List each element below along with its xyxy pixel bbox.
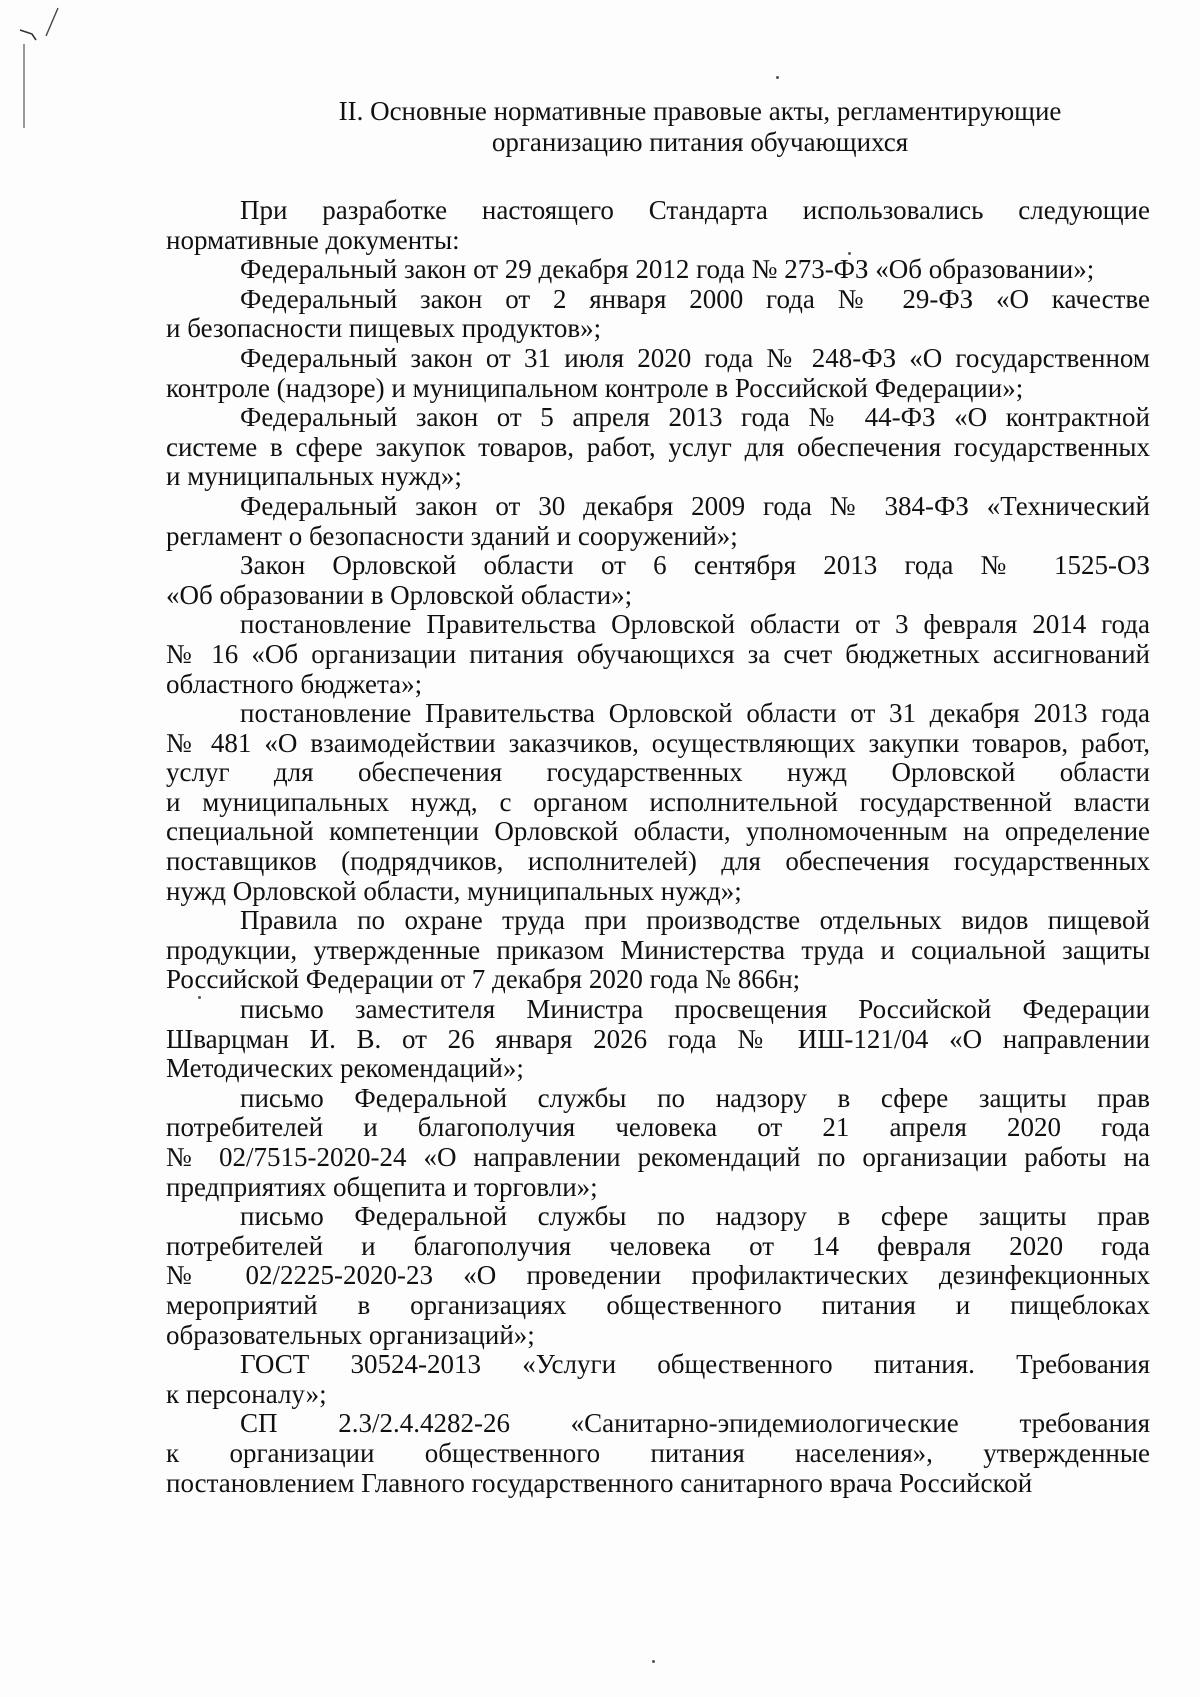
text-line: предприятиях общепита и торговли»; — [166, 1171, 598, 1202]
text-line: потребителей и благополучия человека от 14 февраля 2020 года — [166, 1230, 1150, 1261]
text-line: № 481 «О взаимодействии заказчиков, осуществляющих закупки товаров, работ, — [166, 727, 1150, 758]
text-line: Шварцман И. В. от 26 января 2026 года № ИШ-121/04 «О направлении — [166, 1023, 1150, 1054]
text-line: образовательных организаций»; — [166, 1319, 535, 1350]
paragraph — [166, 995, 1150, 1084]
text-line: областного бюджета»; — [166, 668, 423, 699]
paragraph — [166, 1202, 1150, 1350]
text-line: письмо заместителя Министра просвещения Российской Федерации — [240, 994, 1150, 1025]
text-line: постановлением Главного государственного санитарного врача Российской — [166, 1467, 1033, 1498]
text-line: и муниципальных нужд, с органом исполнительной государственной власти — [166, 786, 1150, 817]
text-line: № 16 «Об организации питания обучающихся за счет бюджетных ассигнований — [166, 638, 1150, 669]
text-line: № 02/2225-2020-23 «О проведении профилактических дезинфекционных — [166, 1260, 1150, 1291]
text-line: Правила по охране труда при производстве отдельных видов пищевой — [240, 905, 1150, 936]
paragraph — [166, 551, 1150, 610]
paragraph — [166, 1409, 1150, 1498]
scan-speck — [652, 1660, 655, 1663]
text-line: продукции, утвержденные приказом Министерства труда и социальной защиты — [166, 934, 1150, 965]
paragraph — [166, 906, 1150, 995]
paragraph — [166, 196, 1150, 255]
paragraph — [166, 403, 1150, 492]
paragraph — [166, 610, 1150, 699]
text-line: Методических рекомендаций»; — [166, 1053, 524, 1084]
text-line: нормативные документы: — [166, 224, 460, 255]
text-line: Федеральный закон от 2 января 2000 года № 29-ФЗ «О качестве — [240, 283, 1150, 314]
section-heading — [300, 96, 1100, 158]
text-line: «Об образовании в Орловской области»; — [166, 579, 633, 610]
text-line: к персоналу»; — [166, 1378, 327, 1409]
text-line: ГОСТ 30524-2013 «Услуги общественного питания. Требования — [240, 1349, 1150, 1380]
document-body — [166, 196, 1150, 1498]
paragraph — [166, 699, 1150, 906]
text-line: Федеральный закон от 30 декабря 2009 года № 384-ФЗ «Технический — [240, 490, 1150, 521]
text-line: контроле (надзоре) и муниципальном контроле в Российской Федерации»; — [166, 372, 1024, 403]
text-line: специальной компетенции Орловской области, уполномоченным на определение — [166, 816, 1150, 847]
scan-speck — [776, 76, 779, 79]
text-line: письмо Федеральной службы по надзору в сфере защиты прав — [240, 1082, 1150, 1113]
paragraph — [166, 285, 1150, 344]
text-line: и безопасности пищевых продуктов»; — [166, 313, 602, 344]
paragraph — [166, 492, 1150, 551]
text-line: системе в сфере закупок товаров, работ, услуг для обеспечения государственных — [166, 431, 1150, 462]
handwritten-mark — [18, 0, 78, 130]
text-line: № 02/7515-2020-24 «О направлении рекомендаций по организации работы на — [166, 1142, 1150, 1172]
text-line: регламент о безопасности зданий и сооружений»; — [166, 520, 738, 551]
text-line: постановление Правительства Орловской области от 3 февраля 2014 года — [240, 609, 1150, 640]
text-line: услуг для обеспечения государственных нужд Орловской области — [166, 757, 1150, 788]
text-line: Федеральный закон от 31 июля 2020 года № 248-ФЗ «О государственном — [240, 342, 1150, 373]
text-line: Федеральный закон от 29 декабря 2012 года № 273-ФЗ «Об образовании»; — [240, 254, 1095, 285]
text-line: и муниципальных нужд»; — [166, 461, 462, 492]
text-line: Федеральный закон от 5 апреля 2013 года № 44-ФЗ «О контрактной — [240, 402, 1150, 433]
heading-line: организацию питания обучающихся — [491, 127, 909, 157]
text-line: нужд Орловской области, муниципальных нужд»; — [166, 875, 742, 906]
paragraph — [166, 344, 1150, 403]
heading-line: II. Основные нормативные правовые акты, регламентирующие — [338, 96, 1062, 126]
paragraph — [166, 255, 1150, 285]
text-line: потребителей и благополучия человека от 21 апреля 2020 года — [166, 1112, 1150, 1143]
text-line: СП 2.3/2.4.4282-26 «Санитарно-эпидемиологические требования — [240, 1408, 1150, 1439]
text-line: письмо Федеральной службы по надзору в сфере защиты прав — [240, 1201, 1150, 1232]
text-line: поставщиков (подрядчиков, исполнителей) для обеспечения государственных — [166, 846, 1150, 877]
text-line: к организации общественного питания населения», утвержденные — [166, 1437, 1150, 1468]
text-line: Закон Орловской области от 6 сентября 2013 года № 1525-ОЗ — [240, 550, 1150, 581]
paragraph — [166, 1350, 1150, 1409]
text-line: Российской Федерации от 7 декабря 2020 года № 866н; — [166, 964, 801, 995]
text-line: постановление Правительства Орловской области от 31 декабря 2013 года — [240, 698, 1150, 729]
paragraph — [166, 1084, 1150, 1202]
text-line: При разработке настоящего Стандарта использовались следующие — [240, 195, 1150, 225]
text-line: мероприятий в организациях общественного питания и пищеблоках — [166, 1289, 1150, 1320]
